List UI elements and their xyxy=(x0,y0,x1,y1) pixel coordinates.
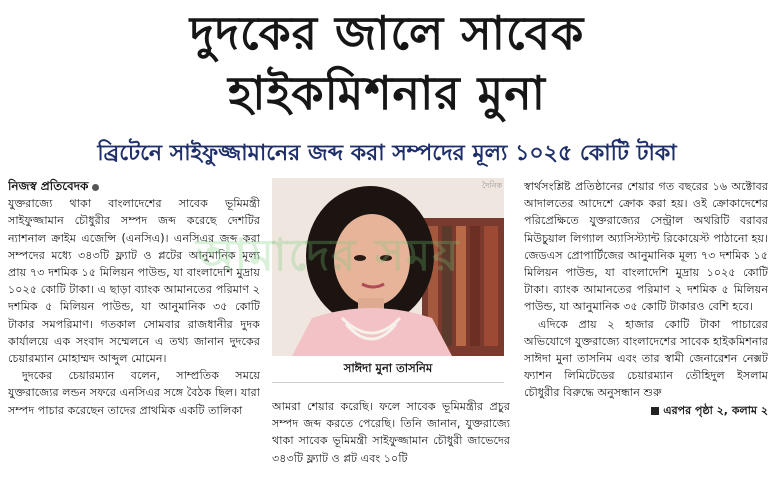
article-column-2 xyxy=(272,398,510,486)
watermark: আমাদের সময় xyxy=(196,230,461,281)
square-bullet-icon xyxy=(651,407,659,415)
article-paragraph: এদিকে প্রায় ২ হাজার কোটি টাকা পাচারের অভিযোগে যুক্তরাজ্যে বাংলাদেশের সাবেক হাইকমিশনার সাঈদা মুনা তাসনিম এবং তার স্বামী জেনারেশন নেক্সট ফ্যাশন লিমিটেডের চেয়ারম্যান তৌহিদুল ইসলাম চৌধুরীর বিরুদ্ধে অনুসন্ধান শুরু xyxy=(524,317,768,400)
headline-line2: হাইকমিশনার মুনা xyxy=(228,66,546,120)
divider xyxy=(272,382,504,383)
photo-credit: দৈনিক xyxy=(482,181,503,190)
headline-line1: দুদকের জালে সাবেক xyxy=(189,6,585,60)
bullet-icon xyxy=(92,184,99,191)
article-paragraph: আমরা শেয়ার করেছি। ফলে সাবেক ভূমিমন্ত্রীর প্রচুর সম্পদ জব্দ করতে পেরেছি। তিনি জানান, যুক্তরাজ্যে থাকা সাবেক ভূমিমন্ত্রী সাইফুজ্জামান চৌধুরী জাভেদের ৩৪৩টি ফ্ল্যাট ও প্লট এবং ১০টি xyxy=(272,400,510,465)
article-column-3 xyxy=(524,178,768,478)
byline: নিজস্ব প্রতিবেদক xyxy=(8,179,89,193)
portrait-photo xyxy=(272,178,504,356)
article-column-1 xyxy=(8,178,260,478)
article-paragraph: দুদকের চেয়ারম্যান বলেন, সাম্প্রতিক সময়ে যুক্তরাজ্যের লন্ডন সফরে এনসিএর সঙ্গে বৈঠক ছিল। যারা সম্পদ পাচার করেছেন তাদের প্রাথমিক একটি তালিকা xyxy=(8,369,260,417)
article-paragraph: স্বার্থসংশ্লিষ্ট প্রতিষ্ঠানের শেয়ার গত বছরের ১৬ অক্টোবর আদালতের আদেশে ক্রোক করা হয়। ওই ক্রোকাদেশের পরিপ্রেক্ষিতে যুক্তরাজ্যের সেন্ট্রাল অথরিটি বরাবর মিউচুয়াল লিগ্যাল অ্যাসিস্ট্যান্ট রিকোয়েস্ট পাঠানো হয়। জেডএস প্রোপার্টিজের আনুমানিক মূল্য ৭৩ দশমিক ১৫ মিলিয়ন পাউন্ড, যা বাংলাদেশি মুদ্রায় ১০২৫ কোটি টাকা। ব্যাংক আমানতের পরিমাণ ২ দশমিক ৫ মিলিয়ন পাউন্ড, যা আনুমানিক ৩৫ কোটি টাকারও বেশি হবে। xyxy=(524,180,768,314)
article-paragraph: যুক্তরাজ্যে থাকা বাংলাদেশের সাবেক ভূমিমন্ত্রী সাইফুজ্জামান চৌধুরীর সম্পদ জব্দ করেছে দেশটির ন্যাশনাল ক্রাইম এজেন্সি (এনসিএ)। এনসিএর জব্দ করা সম্পদের মধ্যে ৩৪৩টি ফ্ল্যাট ও প্লটের আনুমানিক মূল্য প্রায় ৭৩ দশমিক ১৫ মিলিয়ন পাউন্ড, যা বাংলাদেশি মুদ্রায় ১০২৫ কোটি টাকা। এ ছাড়া ব্যাংক আমানতের পরিমাণ ২ দশমিক ৫ মিলিয়ন পাউন্ড, যা আনুমানিক ৩৫ কোটি টাকার সমপরিমাণ। গতকাল সোমবার রাজধানীর দুদক কার্যালয়ে এক সংবাদ সম্মেলনে এ তথ্য জানান দুদকের চেয়ারম্যান মোহাম্মদ আব্দুল মোমেন। xyxy=(8,197,260,366)
subheadline: ব্রিটেনে সাইফুজ্জামানের জব্দ করা সম্পদের মূল্য ১০২৫ কোটি টাকা xyxy=(97,141,677,166)
photo-caption: সাঈদা মুনা তাসনিম xyxy=(343,361,433,375)
continued-on-page: এরপর পৃষ্ঠা ২, কলাম ২ xyxy=(663,403,768,417)
portrait-image xyxy=(272,178,504,356)
